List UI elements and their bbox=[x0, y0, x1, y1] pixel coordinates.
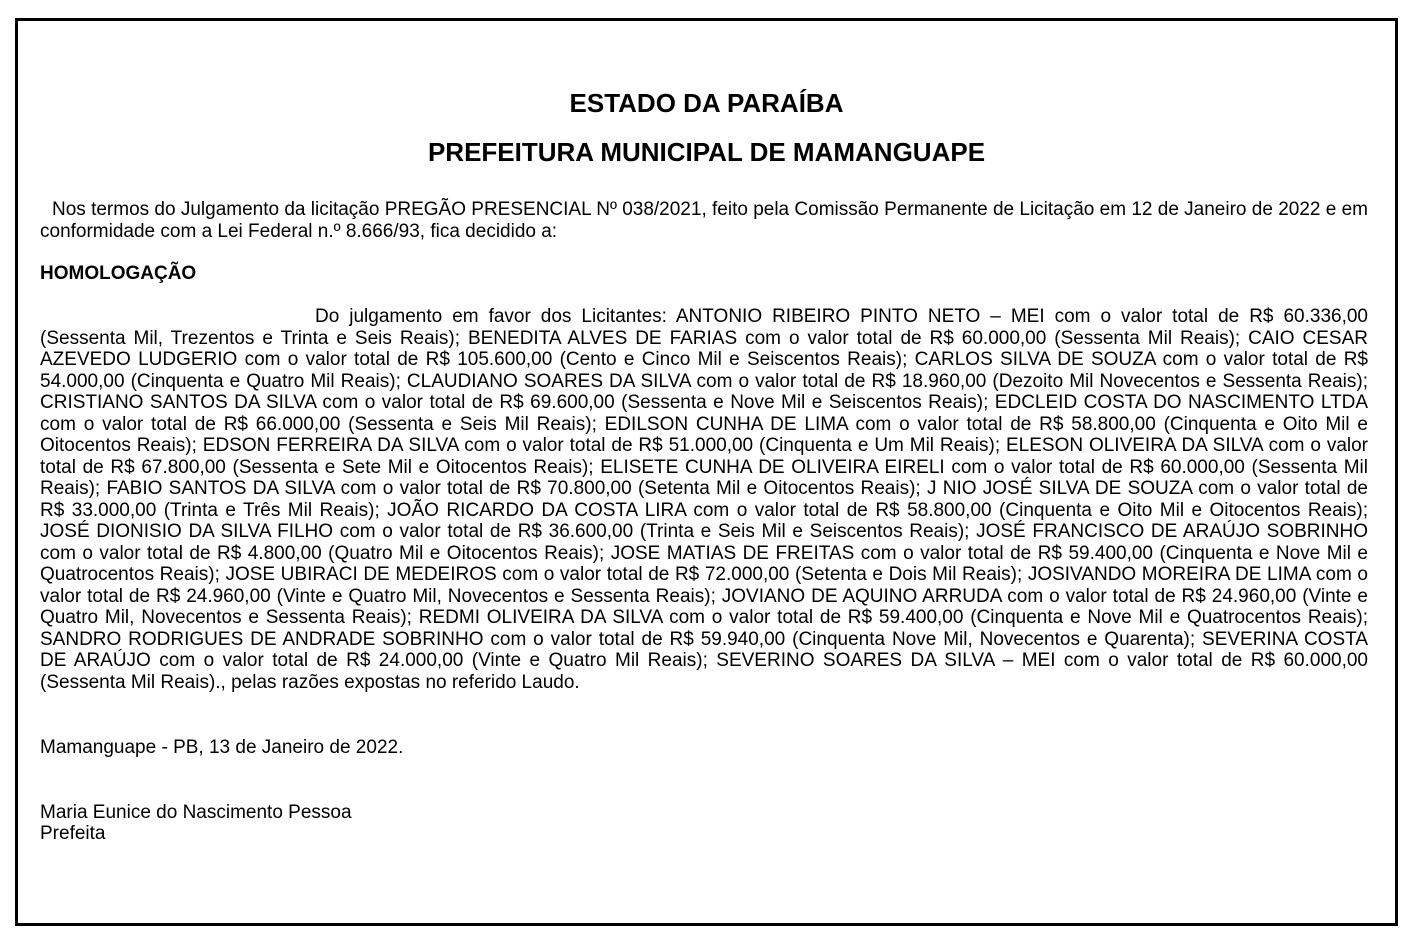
state-title: ESTADO DA PARAÍBA bbox=[569, 88, 844, 118]
decision-paragraph: Do julgamento em favor dos Licitantes: ANTONIO RIBEIRO PINTO NETO – MEI com o valor total de R$ 60.336,00 (Sessenta Mil, Trezentos e Trinta e Seis Reais); BENEDITA ALVES DE FARIAS com o valor total de R$ 60.000,00 (Sessenta Mil Reais); CAIO CESAR AZEVEDO LUDGERIO com o valor total de R$ 105.600,00 (Cento e Cinco Mil e Seiscentos Reais); CARLOS SILVA DE SOUZA com o valor total de R$ 54.000,00 (Cinquenta e Quatro Mil Reais); CLAUDIANO SOARES DA SILVA com o valor total de R$ 18.960,00 (Dezoito Mil Novecentos e Sessenta Reais); CRISTIANO SANTOS DA SILVA com o valor total de R$ 69.600,00 (Sessenta e Nove Mil e Seiscentos Reais); EDCLEID COSTA DO NASCIMENTO LTDA com o valor total de R$ 66.000,00 (Sessenta e Seis Mil Reais); EDILSON CUNHA DE LIMA com o valor total de R$ 58.800,00 (Cinquenta e Oito Mil e Oitocentos Reais); EDSON FERREIRA DA SILVA com o valor total de R$ 51.000,00 (Cinquenta e Um Mil Reais); ELESON OLIVEIRA DA SILVA com o valor total de R$ 67.800,00 (Sessenta e Sete Mil e Oitocentos Reais); ELISETE CUNHA DE OLIVEIRA EIRELI com o valor total de R$ 60.000,00 (Sessenta Mil Reais); FABIO SANTOS DA SILVA com o valor total de R$ 70.800,00 (Setenta Mil e Oitocentos Reais); J NIO JOSÉ SILVA DE SOUZA com o valor total de R$ 33.000,00 (Trinta e Três Mil Reais); JOÃO RICARDO DA COSTA LIRA com o valor total de R$ 58.800,00 (Cinquenta e Oito Mil e Oitocentos Reais); JOSÉ DIONISIO DA SILVA FILHO com o valor total de R$ 36.600,00 (Trinta e Seis Mil e Seiscentos Reais); JOSÉ FRANCISCO DE ARAÚJO SOBRINHO com o valor total de R$ 4.800,00 (Quatro Mil e Oitocentos Reais); JOSE MATIAS DE FREITAS com o valor total de R$ 59.400,00 (Cinquenta e Nove Mil e Quatrocentos Reais); JOSE UBIRACI DE MEDEIROS com o valor total de R$ 72.000,00 (Setenta e Dois Mil Reais); JOSIVANDO MOREIRA DE LIMA com o valor total de R$ 24.960,00 (Vinte e Quatro Mil, Novecentos e Sessenta Reais); JOVIANO DE AQUINO ARRUDA com o valor total de R$ 24.960,00 (Vinte e Quatro Mil, Novecentos e Sessenta Reais); REDMI OLIVEIRA DA SILVA com o valor total de R$ 59.400,00 (Cinquenta e Nove Mil e Quatrocentos Reais); SANDRO RODRIGUES DE ANDRADE SOBRINHO com o valor total de R$ 59.940,00 (Cinquenta Nove Mil, Novecentos e Quarenta); SEVERINA COSTA DE ARAÚJO com o valor total de R$ 24.000,00 (Vinte e Quatro Mil Reais); SEVERINO SOARES DA SILVA – MEI com o valor total de R$ 60.000,00 (Sessenta Mil Reais)., pelas razões expostas no referido Laudo. bbox=[40, 306, 1368, 693]
section-heading: HOMOLOGAÇÃO bbox=[40, 263, 197, 284]
place-date: Mamanguape - PB, 13 de Janeiro de 2022. bbox=[40, 737, 404, 758]
document-frame bbox=[15, 18, 1398, 926]
signatory-name: Maria Eunice do Nascimento Pessoa bbox=[40, 802, 352, 823]
municipality-title: PREFEITURA MUNICIPAL DE MAMANGUAPE bbox=[427, 137, 986, 167]
signatory-role: Prefeita bbox=[40, 823, 106, 844]
intro-paragraph: Nos termos do Julgamento da licitação PREGÃO PRESENCIAL Nº 038/2021, feito pela Comissão Permanente de Licitação em 12 de Janeiro de 2022 e em conformidade com a Lei Federal n.º 8.666/93, fica decidido a: bbox=[40, 199, 1368, 242]
